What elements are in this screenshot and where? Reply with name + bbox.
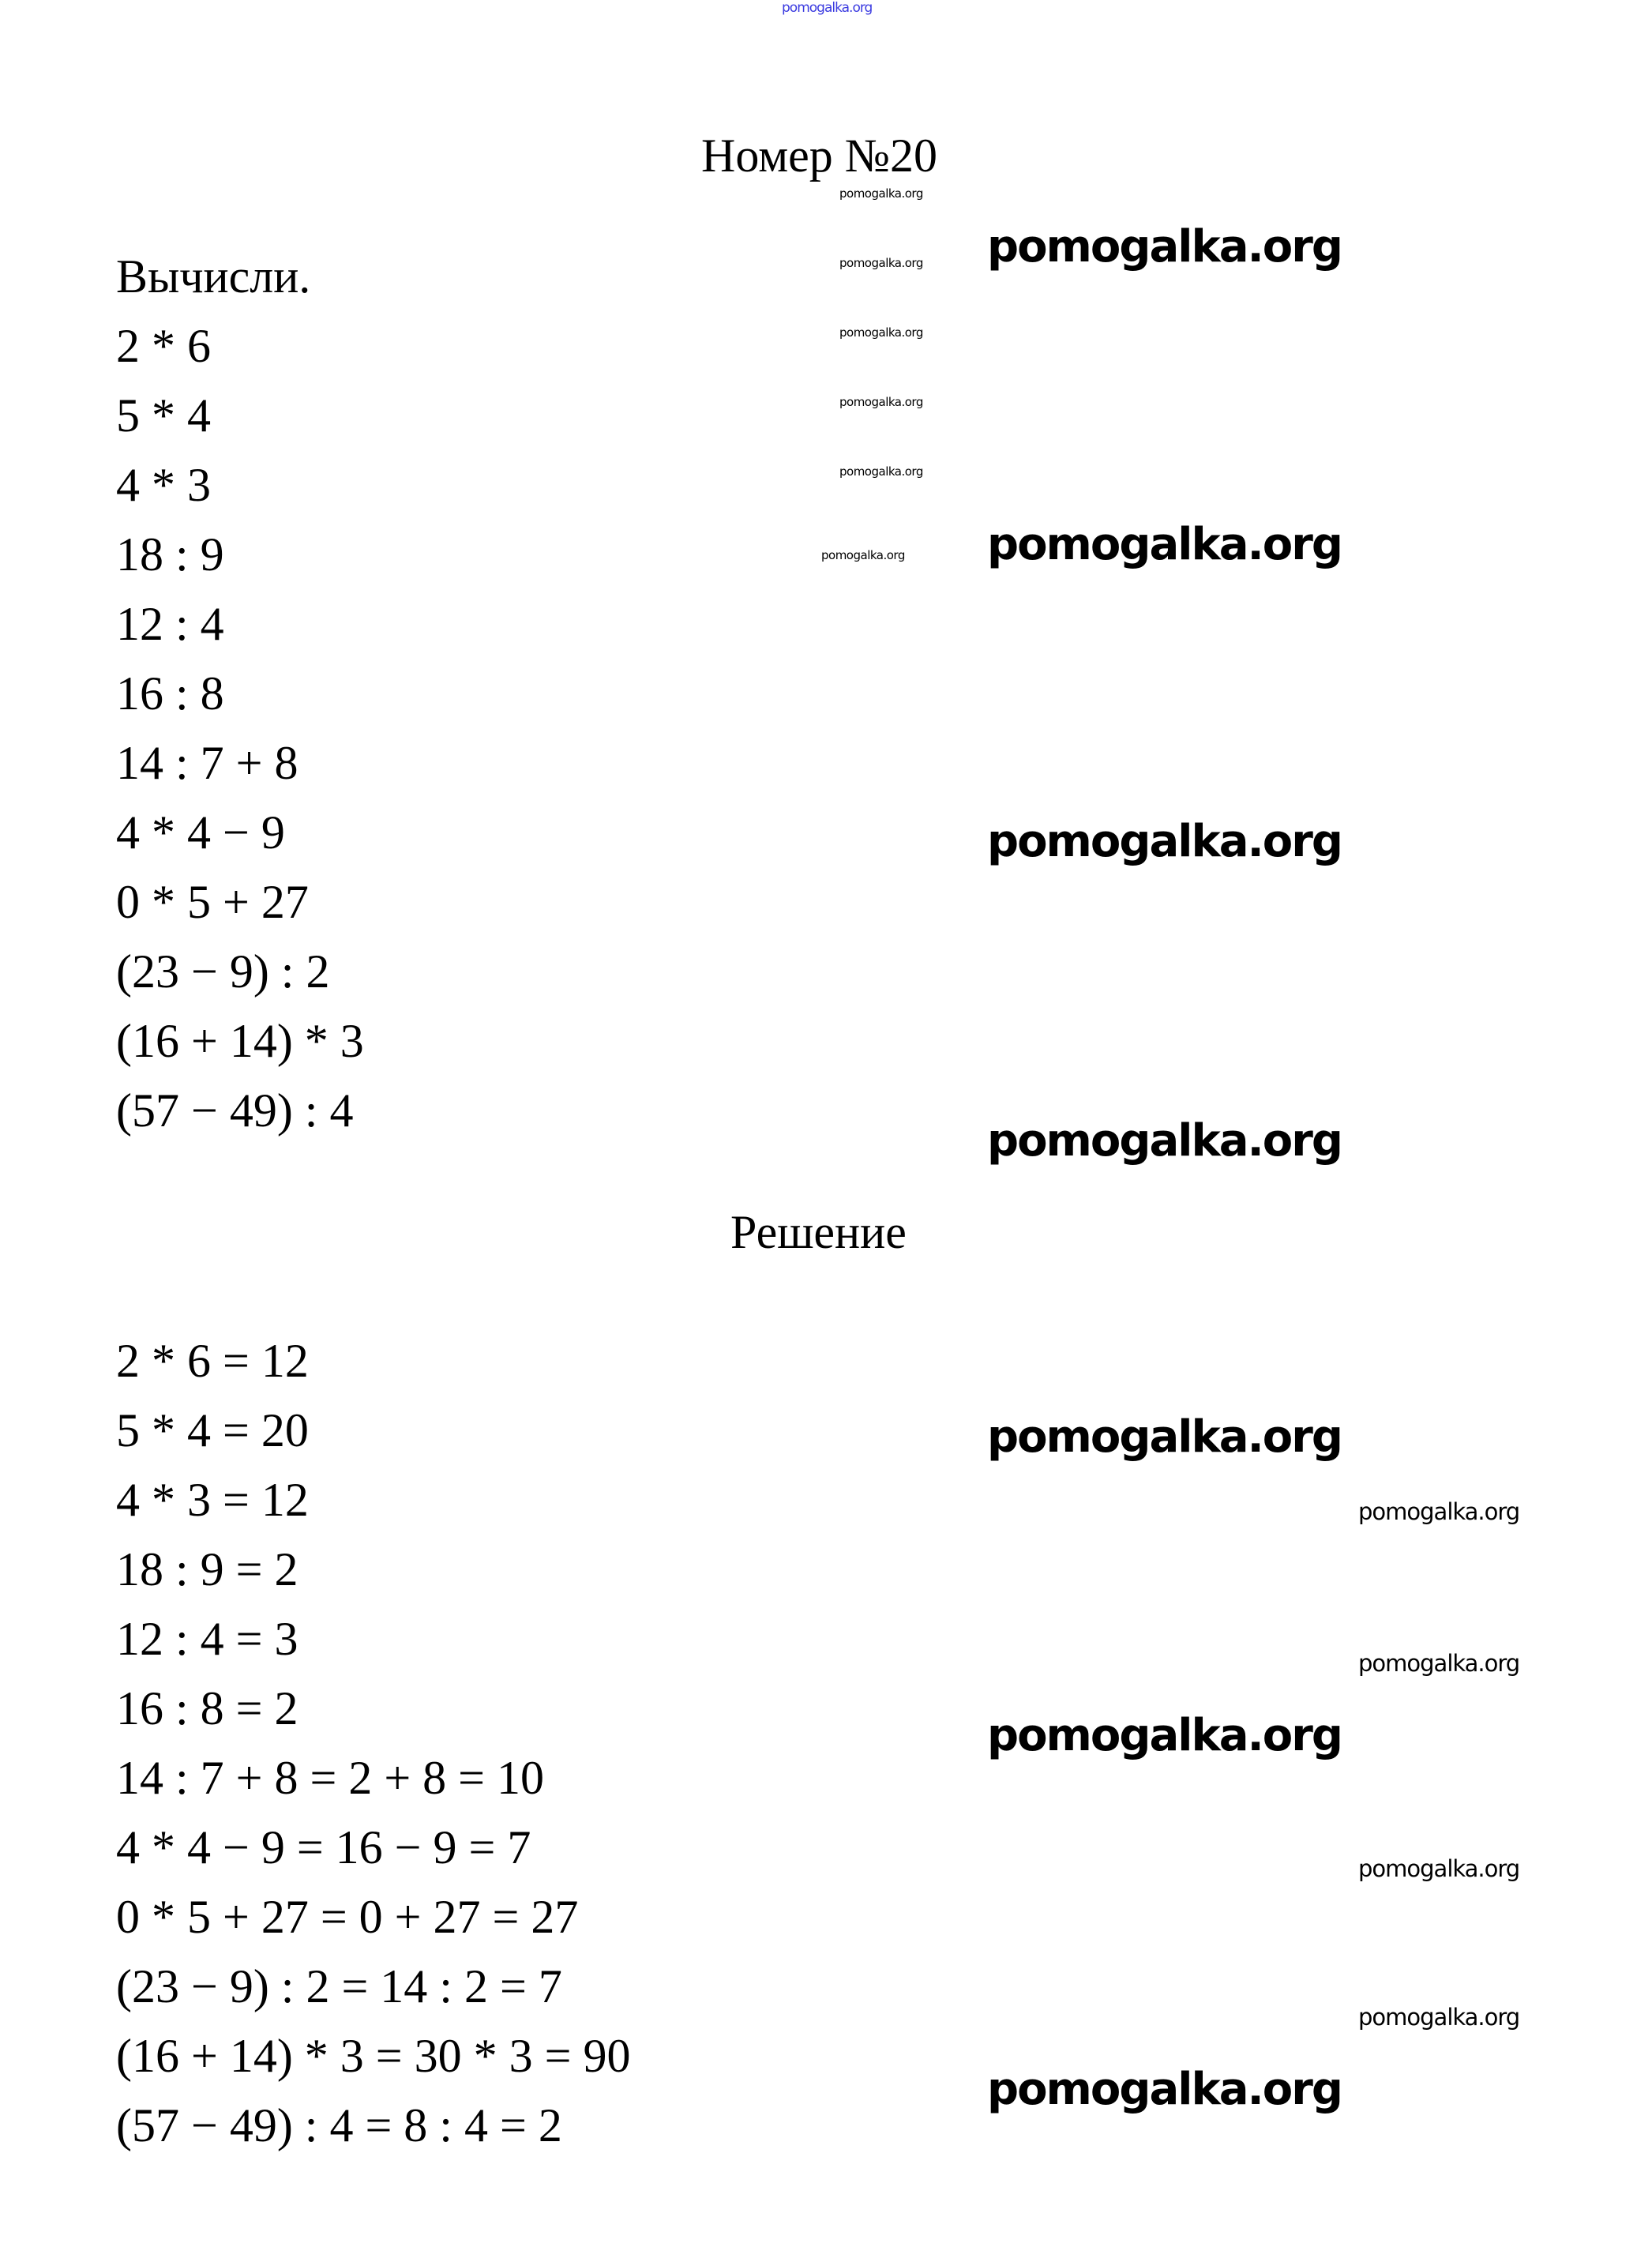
solution-line: 5 * 4 = 20 bbox=[116, 1404, 309, 1456]
solution-line: 4 * 3 = 12 bbox=[116, 1474, 309, 1526]
problem-line: (57 − 49) : 4 bbox=[116, 1084, 354, 1137]
solution-title: Решение bbox=[730, 1206, 907, 1258]
watermark: pomogalka.org bbox=[1358, 2004, 1520, 2031]
watermark: pomogalka.org bbox=[987, 519, 1342, 570]
problem-line: 4 * 4 − 9 bbox=[116, 806, 285, 859]
solution-line: 0 * 5 + 27 = 0 + 27 = 27 bbox=[116, 1891, 579, 1943]
problem-line: 5 * 4 bbox=[116, 389, 211, 442]
solution-line: 2 * 6 = 12 bbox=[116, 1335, 309, 1387]
solution-line: 18 : 9 = 2 bbox=[116, 1543, 298, 1595]
watermark: pomogalka.org bbox=[987, 2064, 1342, 2115]
problem-line: 4 * 3 bbox=[116, 459, 211, 511]
watermark: pomogalka.org bbox=[839, 186, 923, 201]
solution-line: (23 − 9) : 2 = 14 : 2 = 7 bbox=[116, 1960, 562, 2012]
solution-line: 14 : 7 + 8 = 2 + 8 = 10 bbox=[116, 1752, 545, 1804]
watermark: pomogalka.org bbox=[1358, 1650, 1520, 1677]
problem-line: (16 + 14) * 3 bbox=[116, 1015, 364, 1067]
problem-line: 12 : 4 bbox=[116, 598, 224, 650]
watermark: pomogalka.org bbox=[839, 395, 923, 409]
solution-line: (57 − 49) : 4 = 8 : 4 = 2 bbox=[116, 2099, 562, 2151]
solution-line: 16 : 8 = 2 bbox=[116, 1682, 298, 1734]
watermark: pomogalka.org bbox=[987, 221, 1342, 272]
solution-line: 4 * 4 − 9 = 16 − 9 = 7 bbox=[116, 1821, 531, 1873]
watermark: pomogalka.org bbox=[821, 548, 905, 562]
watermark: pomogalka.org bbox=[1358, 1855, 1520, 1882]
watermark: pomogalka.org bbox=[839, 325, 923, 340]
watermark: pomogalka.org bbox=[839, 464, 923, 479]
watermark: pomogalka.org bbox=[987, 1710, 1342, 1761]
problem-line: 14 : 7 + 8 bbox=[116, 737, 298, 789]
watermark: pomogalka.org bbox=[987, 1115, 1342, 1167]
problem-line: (23 − 9) : 2 bbox=[116, 945, 330, 998]
solution-line: (16 + 14) * 3 = 30 * 3 = 90 bbox=[116, 2030, 631, 2082]
watermark: pomogalka.org bbox=[987, 816, 1342, 867]
problem-line: 2 * 6 bbox=[116, 320, 211, 372]
watermark: pomogalka.org bbox=[987, 1411, 1342, 1463]
problem-line: 18 : 9 bbox=[116, 528, 224, 581]
solution-line: 12 : 4 = 3 bbox=[116, 1613, 298, 1665]
problem-line: 16 : 8 bbox=[116, 667, 224, 720]
watermark-top: pomogalka.org bbox=[782, 0, 873, 16]
instruction: Вычисли. bbox=[116, 250, 311, 302]
problem-line: 0 * 5 + 27 bbox=[116, 876, 309, 928]
watermark: pomogalka.org bbox=[1358, 1498, 1520, 1525]
page-title: Номер №20 bbox=[701, 130, 938, 182]
watermark: pomogalka.org bbox=[839, 256, 923, 270]
